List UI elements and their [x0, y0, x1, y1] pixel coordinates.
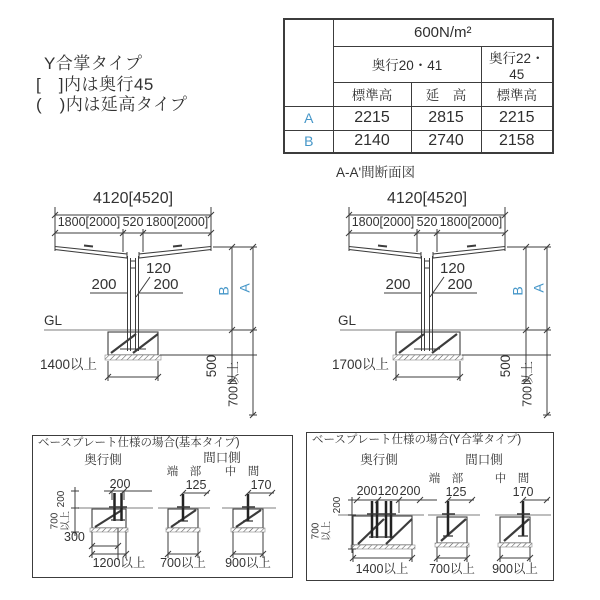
table-row-b [284, 130, 553, 153]
dim-frost-depth-2: 700以上 [520, 361, 535, 407]
bp2-width-700: 700以上 [160, 556, 206, 570]
value-b-2: 2740 [411, 130, 481, 153]
dim-footing-width-2: 1700以上 [332, 357, 390, 372]
bpr2-top-125: 125 [445, 485, 467, 499]
bp1-depth-700-num: 700 [49, 512, 61, 530]
dim-post-gap-2: 120 [440, 260, 466, 277]
middle-label-2: 中 間 [494, 473, 530, 485]
section-title: A-A'間断面図 [336, 165, 416, 180]
col-header-standard: 標準高 [333, 82, 411, 106]
value-a-1: 2215 [333, 106, 411, 130]
row-label-a: A [284, 106, 333, 130]
height-b-label: B [215, 286, 232, 296]
bpr1-top-200a: 200 [356, 484, 378, 498]
front-side-label-2: 間口側 [465, 453, 503, 467]
ground-level-label-2: GL [338, 313, 357, 328]
dim-post-left-2: 200 [385, 276, 411, 293]
ground-level-label: GL [44, 313, 63, 328]
height-a-label-2: A [530, 283, 547, 293]
note-depth45: [ ]内は奥行45 [36, 75, 154, 94]
bp3-width-900: 900以上 [225, 556, 271, 570]
dim-post-right-2: 200 [447, 276, 473, 293]
baseplate-basic-title: ベースプレート仕様の場合(基本タイプ) [38, 437, 240, 449]
height-a-label: A [236, 283, 253, 293]
dim-total-width-2: 4120[4520] [386, 190, 468, 207]
bpr1-top-200b: 200 [399, 484, 421, 498]
dim-wing-right: 1800[2000] [145, 215, 209, 229]
bp1-top-200: 200 [109, 477, 131, 491]
table-corner-cell [284, 19, 333, 106]
dim-post-left: 200 [91, 276, 117, 293]
height-b-label-2: B [509, 286, 526, 296]
dim-wing-left: 1800[2000] [57, 215, 121, 229]
value-a-2: 2815 [411, 106, 481, 130]
group-header-depth2245: 奥行22・45 [481, 46, 553, 82]
bp1-vert-200: 200 [55, 490, 67, 508]
bp3-top-170: 170 [250, 478, 272, 492]
depth-side-label-2: 奥行側 [360, 453, 398, 467]
dim-post-gap: 120 [146, 260, 172, 277]
edge-label: 端 部 [166, 466, 202, 478]
dim-center: 520 [122, 215, 144, 229]
bpr3-width-900: 900以上 [492, 562, 538, 576]
bp1-depth-700 [51, 511, 72, 531]
dim-frost-depth: 700以上 [226, 361, 241, 407]
value-a-3: 2215 [481, 106, 553, 130]
value-b-3: 2158 [481, 130, 553, 153]
bpr1-width-1400: 1400以上 [355, 562, 409, 576]
row-label-b: B [284, 130, 333, 153]
bp1-width-1200: 1200以上 [92, 556, 146, 570]
bp2-top-125: 125 [185, 478, 207, 492]
group-header-depth2041: 奥行20・41 [333, 46, 481, 82]
dim-center-2: 520 [416, 215, 438, 229]
dim-post-right: 200 [153, 276, 179, 293]
value-b-1: 2140 [333, 130, 411, 153]
load-header-cell: 600N/m² [333, 19, 553, 46]
depth-side-label: 奥行側 [84, 453, 122, 467]
bpr1-vert-200: 200 [331, 496, 343, 514]
bp1-offset-300: 300 [64, 530, 85, 544]
front-side-label: 間口側 [203, 451, 241, 465]
baseplate-ygassho-title: ベースプレート仕様の場合(Y合掌タイプ) [312, 434, 522, 446]
bpr1-depth-700-suffix: 以上 [321, 521, 332, 541]
bpr2-width-700: 700以上 [429, 562, 475, 576]
dim-footing-width: 1400以上 [40, 357, 98, 372]
dim-embed-depth-2: 500 [497, 354, 513, 378]
height-spec-table [283, 18, 554, 154]
bpr3-top-170: 170 [512, 485, 534, 499]
note-extended-height: ( )内は延高タイプ [36, 95, 188, 114]
dim-wing-left-2: 1800[2000] [351, 215, 415, 229]
table-row-a [284, 106, 553, 130]
edge-label-2: 端 部 [428, 473, 464, 485]
dim-wing-right-2: 1800[2000] [439, 215, 503, 229]
middle-label: 中 間 [224, 466, 260, 478]
post-connectors [131, 261, 430, 268]
bp1-depth-700-suffix: 以上 [60, 511, 71, 531]
dim-total-width: 4120[4520] [92, 190, 174, 207]
bpr1-top-120: 120 [377, 484, 399, 498]
dim-embed-depth: 500 [203, 354, 219, 378]
col-header-extended: 延 高 [411, 82, 481, 106]
bpr1-depth-700 [312, 521, 333, 541]
bpr1-depth-700-num: 700 [310, 522, 322, 540]
type-title: Y合掌タイプ [44, 54, 143, 73]
col-header-standard2: 標準高 [481, 82, 553, 106]
